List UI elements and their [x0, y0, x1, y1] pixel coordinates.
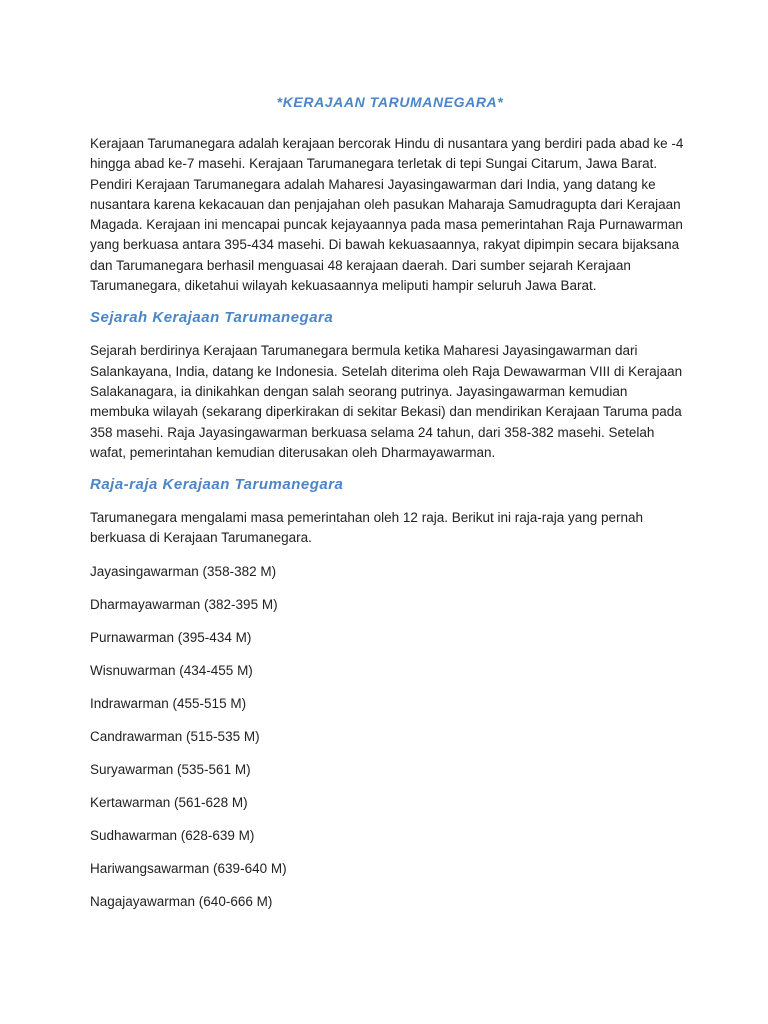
list-item: Suryawarman (535-561 M) [90, 761, 251, 777]
list-item: Kertawarman (561-628 M) [90, 794, 248, 810]
king-list [90, 562, 690, 912]
list-item: Jayasingawarman (358-382 M) [90, 563, 277, 579]
raja-paragraph: Tarumanegara mengalami masa pemerintahan oleh 12 raja. Berikut ini raja-raja yang pernah berkuasa di Kerajaan Tarumanegara. [90, 510, 644, 546]
list-item: Dharmayawarman (382-395 M) [90, 596, 278, 612]
sejarah-paragraph: Sejarah berdirinya Kerajaan Tarumanegara bermula ketika Maharesi Jayasingawarman dari Salankayana, India, datang ke Indonesia. Setelah diterima oleh Raja Dewawarman VIII di Kerajaan Salakanagara, ia dinikahkan dengan salah seorang putrinya. Jayasingawarman kemudian membuka wilayah (sekarang diperkirakan di sekitar Bekasi) dan mendirikan Kerajaan Taruma pada 358 masehi. Raja Jayasingawarman berkuasa selama 24 tahun, dari 358-382 masehi. Setelah wafat, pemerintahan kemudian diterusakan oleh Dharmayawarman. [90, 343, 683, 460]
list-item: Indrawarman (455-515 M) [90, 695, 247, 711]
intro-paragraph: Kerajaan Tarumanegara adalah kerajaan bercorak Hindu di nusantara yang berdiri pada abad ke -4 hingga abad ke-7 masehi. Kerajaan Tarumanegara terletak di tepi Sungai Citarum, Jawa Barat. Pendiri Kerajaan Tarumanegara adalah Maharesi Jayasingawarman dari India, yang datang ke nusantara karena kekacauan dan penjajahan oleh pasukan Maharaja Samudragupta dari Kerajaan Magada. Kerajaan ini mencapai puncak kejayaannya pada masa pemerintahan Raja Purnawarman yang berkuasa antara 395-434 masehi. Di bawah kekuasaannya, rakyat dipimpin secara bijaksana dan Tarumanegara berhasil menguasai 48 kerajaan daerah. Dari sumber sejarah Kerajaan Tarumanegara, diketahui wilayah kekuasaannya meliputi hampir seluruh Jawa Barat. [90, 136, 684, 294]
list-item: Nagajayawarman (640-666 M) [90, 893, 273, 909]
list-item: Candrawarman (515-535 M) [90, 728, 260, 744]
list-item: Purnawarman (395-434 M) [90, 629, 252, 645]
document-title: *KERAJAAN TARUMANEGARA* [276, 94, 504, 110]
section-heading-sejarah: Sejarah Kerajaan Tarumanegara [90, 309, 334, 327]
list-item: Wisnuwarman (434-455 M) [90, 662, 253, 678]
document-content [90, 92, 690, 925]
list-item: Sudhawarman (628-639 M) [90, 827, 255, 843]
section-heading-raja: Raja-raja Kerajaan Tarumanegara [90, 476, 344, 494]
list-item: Hariwangsawarman (639-640 M) [90, 860, 287, 876]
